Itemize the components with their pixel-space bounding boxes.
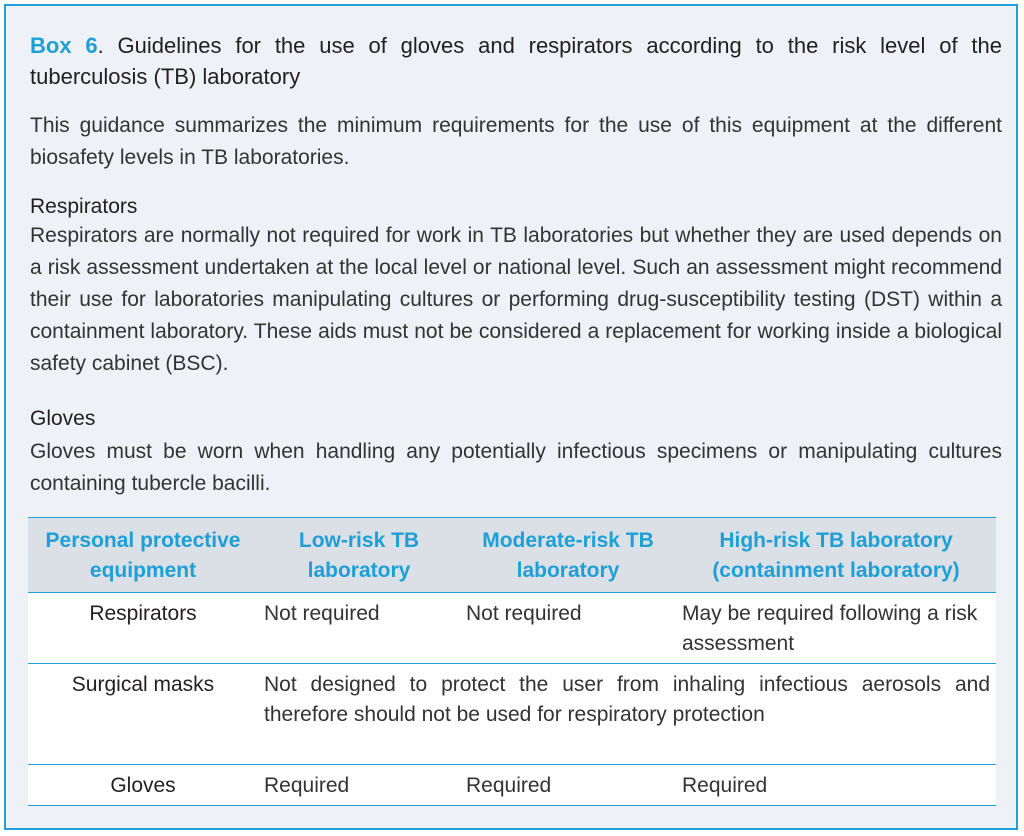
respirators-heading: Respirators: [30, 195, 138, 218]
cell-gloves-low: Required: [258, 765, 460, 806]
ppe-table: [28, 517, 996, 806]
gloves-heading: Gloves: [30, 407, 96, 430]
intro-paragraph: This guidance summarizes the minimum requirements for the use of this equipment at the different biosafety levels in TB laboratories.: [30, 114, 1002, 169]
row-label-surgical-masks: Surgical masks: [28, 664, 258, 765]
row-label-gloves: Gloves: [28, 765, 258, 806]
cell-gloves-high: Required: [676, 765, 996, 806]
header-high-risk: High-risk TB laboratory (containment laboratory): [676, 518, 996, 593]
cell-respirators-high: May be required following a risk assessment: [676, 593, 996, 664]
header-low-risk: Low-risk TB laboratory: [258, 518, 460, 593]
cell-gloves-moderate: Required: [460, 765, 676, 806]
box-number: Box 6: [30, 33, 98, 58]
table-header-row: [28, 518, 996, 593]
row-label-respirators: Respirators: [28, 593, 258, 664]
table-row-surgical-masks: [28, 664, 996, 765]
cell-respirators-moderate: Not required: [460, 593, 676, 664]
respirators-paragraph: Respirators are normally not required for work in TB laboratories but whether they are used depends on a risk assessment undertaken at the local level or national level. Such an assessment might recommend their use for laboratories manipulating cultures or performing drug-susceptibility testing (DST) within a containment laboratory. These aids must not be considered a replacement for working inside a biological safety cabinet (BSC).: [30, 224, 1002, 375]
gloves-paragraph: Gloves must be worn when handling any potentially infectious specimens or manipulating cultures containing tubercle bacilli.: [30, 440, 1002, 495]
cell-surgical-masks-all: Not designed to protect the user from inhaling infectious aerosols and therefore should not be used for respiratory protection: [258, 664, 996, 765]
box-title: [30, 30, 1002, 92]
box-title-text: . Guidelines for the use of gloves and respirators according to the risk level of the tuberculosis (TB) laboratory: [30, 33, 1002, 89]
table-row-respirators: [28, 593, 996, 664]
cell-respirators-low: Not required: [258, 593, 460, 664]
header-moderate-risk: Moderate-risk TB laboratory: [460, 518, 676, 593]
table-row-gloves: [28, 765, 996, 806]
header-ppe: Personal protective equipment: [28, 518, 258, 593]
